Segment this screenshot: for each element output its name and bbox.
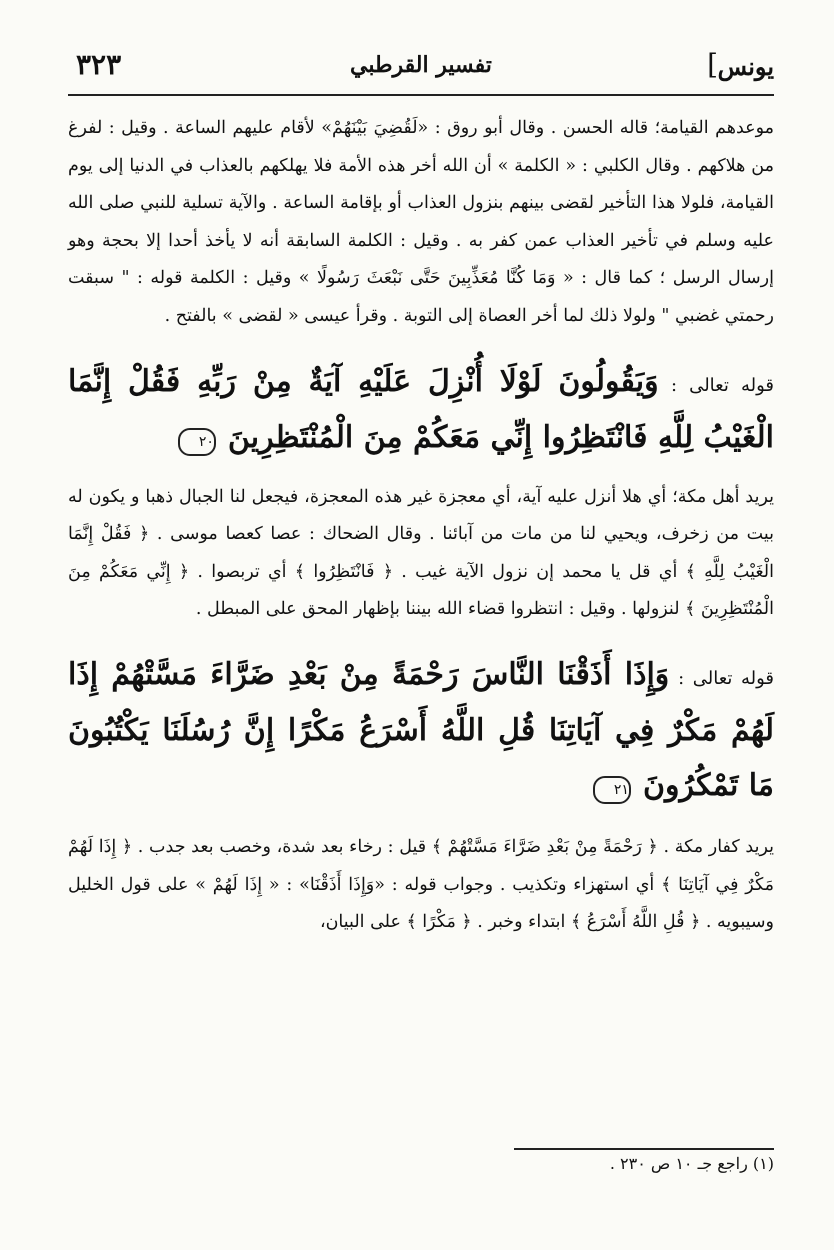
commentary-paragraph-1: موعدهم القيامة؛ قاله الحسن . وقال أبو روق : «لَقُضِيَ بَيْنَهُمْ» لأقام عليهم الساعة . وقيل : لفرغ من هلاكهم . وقال الكلبي : « الكلمة » أن الله أخر هذه الأمة فلا يهلكهم بالعذاب في الدنيا إلى يوم القيامة، فلولا هذا التأخير لقضى بينهم بنزول العذاب أو بإقامة الساعة . والآية تسلية للنبي صلى الله عليه وسلم في تأخير العذاب عمن كفر به . وقيل : الكلمة السابقة أنه لا يأخذ أحدا إلا بحجة وهو إرسال الرسل ؛ كما قال : « وَمَا كُنَّا مُعَذِّبِينَ حَتَّى نَبْعَثَ رَسُولًا » وقيل : الكلمة قوله : " سبقت رحمتي غضبي " ولولا ذلك لما أخر العصاة إلى التوبة . وقرأ عيسى « لقضى » بالفتح . — [68, 118, 774, 326]
book-title: تفسير القرطبي — [350, 52, 492, 78]
commentary-paragraph-2: يريد أهل مكة؛ أي هلا أنزل عليه آية، أي معجزة غير هذه المعجزة، فيجعل لنا الجبال ذهبا و يكون له بيت من زخرف، ويحيي لنا من مات من آبائنا . وقال الضحاك : عصا كعصا موسى . ﴿ فَقُلْ إِنَّمَا الْغَيْبُ لِلَّهِ ﴾ أي قل يا محمد إن نزول الآية غيب . ﴿ فَانْتَظِرُوا ﴾ أي تربصوا . ﴿ إِنِّي مَعَكُمْ مِنَ الْمُنْتَظِرِينَ ﴾ لنزولها . وقيل : انتظروا قضاء الله بيننا بإظهار المحق على المبطل . — [68, 486, 775, 620]
page-number: ٣٢٣ — [76, 48, 122, 81]
page-header — [68, 40, 774, 96]
verse-block-20 — [68, 356, 774, 467]
verse-lead: قوله تعالى : — [671, 374, 774, 396]
verse-number-badge: ٢٠ — [178, 428, 216, 456]
header-bracket: ] — [707, 48, 718, 81]
verse-lead: قوله تعالى : — [678, 667, 775, 689]
verse-text: وَيَقُولُونَ لَوْلَا أُنْزِلَ عَلَيْهِ آيَةٌ مِنْ رَبِّهِ فَقُلْ إِنَّمَا الْغَيْبُ لِلَّهِ فَانْتَظِرُوا إِنِّي مَعَكُمْ مِنَ الْمُنْتَظِرِينَ — [68, 363, 774, 455]
footnote-divider — [514, 1148, 774, 1150]
surah-name: يونس — [717, 52, 774, 81]
verse-number-badge: ٢١ — [593, 776, 631, 804]
footnote: (١) راجع جـ ١٠ ص ٢٣٠ . — [609, 1154, 774, 1173]
commentary-paragraph-3: يريد كفار مكة . ﴿ رَحْمَةً مِنْ بَعْدِ ضَرَّاءَ مَسَّتْهُمْ ﴾ قيل : رخاء بعد شدة، وخصب بعد جدب . ﴿ إِذَا لَهُمْ مَكْرٌ فِي آيَاتِنَا ﴾ أي استهزاء وتكذيب . وجواب قوله : «وَإِذَا أَذَقْنَا» : « إِذَا لَهُمْ » على قول الخليل وسيبويه . ﴿ قُلِ اللَّهُ أَسْرَعُ ﴾ ابتداء وخبر . ﴿ مَكْرًا ﴾ على البيان، — [68, 836, 774, 933]
page-body — [68, 110, 774, 942]
verse-text: وَإِذَا أَذَقْنَا النَّاسَ رَحْمَةً مِنْ بَعْدِ ضَرَّاءَ مَسَّتْهُمْ إِذَا لَهُمْ مَكْرٌ فِي آيَاتِنَا قُلِ اللَّهُ أَسْرَعُ مَكْرًا إِنَّ رُسُلَنَا يَكْتُبُونَ مَا تَمْكُرُونَ — [68, 656, 774, 803]
verse-block-21 — [68, 649, 774, 815]
